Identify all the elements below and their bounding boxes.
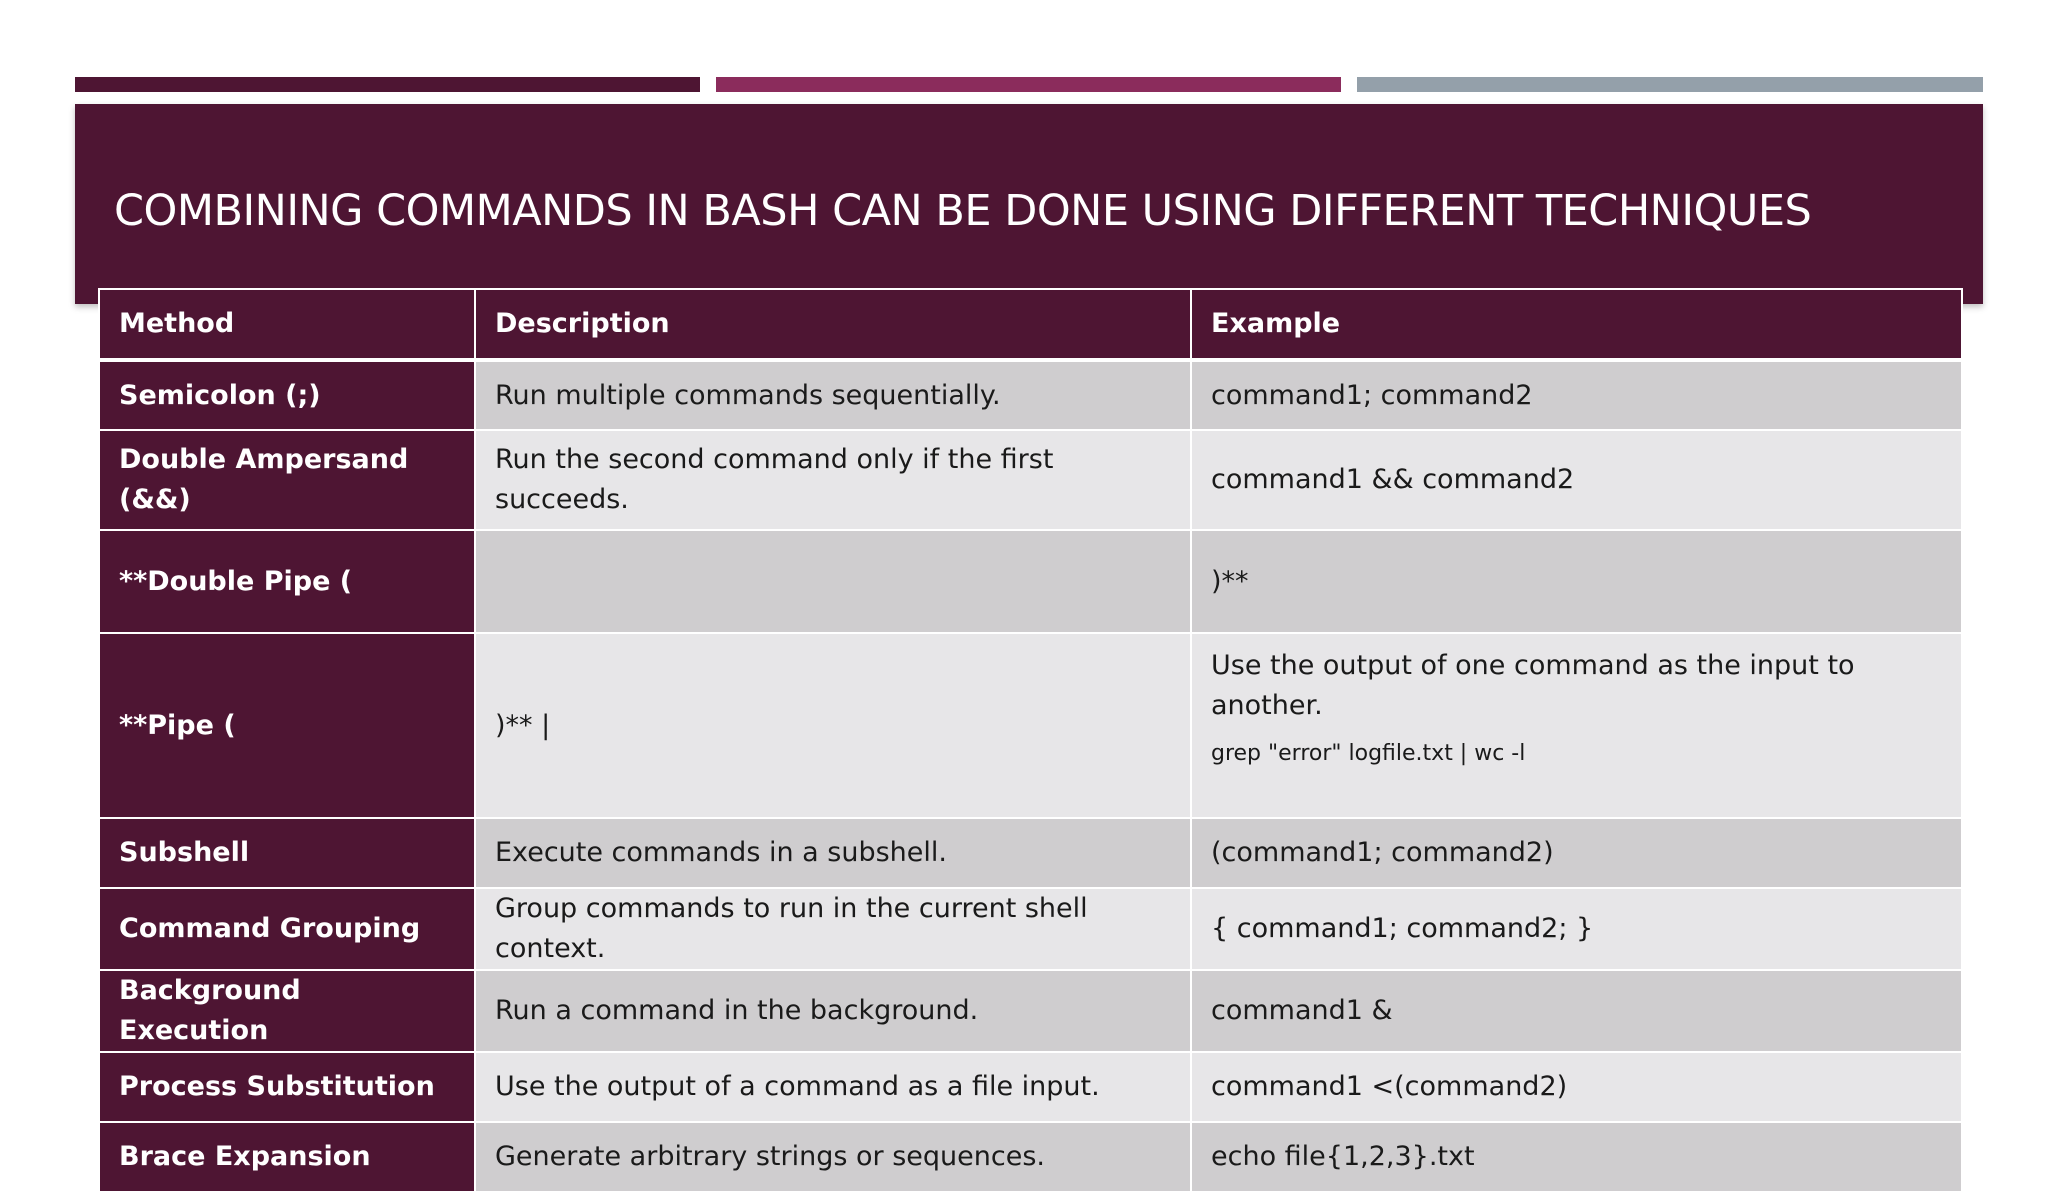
example-text: Use the output of one command as the input to another. bbox=[1211, 650, 1855, 721]
example-cell: command1 && command2 bbox=[1191, 430, 1962, 530]
title-band bbox=[75, 104, 1983, 304]
header-description: Description bbox=[475, 289, 1191, 360]
description-cell: Group commands to run in the current shell context. bbox=[475, 888, 1191, 970]
example-cell: command1 & bbox=[1191, 970, 1962, 1052]
table-row bbox=[99, 888, 1962, 970]
method-cell: Semicolon (;) bbox=[99, 360, 475, 430]
header-method: Method bbox=[99, 289, 475, 360]
header-example: Example bbox=[1191, 289, 1962, 360]
method-cell: Subshell bbox=[99, 818, 475, 888]
method-cell: Brace Expansion bbox=[99, 1122, 475, 1192]
example-cell: command1 <(command2) bbox=[1191, 1052, 1962, 1122]
method-cell: Process Substitution bbox=[99, 1052, 475, 1122]
method-cell: **Pipe ( bbox=[99, 633, 475, 818]
method-cell: Double Ampersand (&&) bbox=[99, 430, 475, 530]
description-cell: Execute commands in a subshell. bbox=[475, 818, 1191, 888]
example-subtext: grep "error" logfile.txt | wc -l bbox=[1211, 741, 1526, 766]
method-cell: Background Execution bbox=[99, 970, 475, 1052]
description-cell: Run a command in the background. bbox=[475, 970, 1191, 1052]
table-header-row bbox=[99, 289, 1962, 360]
table-row bbox=[99, 1052, 1962, 1122]
table-row bbox=[99, 530, 1962, 633]
example-cell: )** bbox=[1191, 530, 1962, 633]
slide-title: COMBINING COMMANDS IN BASH CAN BE DONE USING DIFFERENT TECHNIQUES bbox=[114, 186, 1812, 236]
table-row bbox=[99, 1122, 1962, 1192]
table-row bbox=[99, 360, 1962, 430]
table-row bbox=[99, 970, 1962, 1052]
method-cell: **Double Pipe ( bbox=[99, 530, 475, 633]
description-cell: Use the output of a command as a file input. bbox=[475, 1052, 1191, 1122]
accent-bar-middle bbox=[716, 77, 1341, 92]
table-row bbox=[99, 633, 1962, 818]
method-cell: Command Grouping bbox=[99, 888, 475, 970]
description-cell bbox=[475, 530, 1191, 633]
table-row bbox=[99, 430, 1962, 530]
table-row bbox=[99, 818, 1962, 888]
example-cell: (command1; command2) bbox=[1191, 818, 1962, 888]
description-cell: )** | bbox=[475, 633, 1191, 818]
description-cell: Generate arbitrary strings or sequences. bbox=[475, 1122, 1191, 1192]
example-cell bbox=[1191, 633, 1962, 818]
example-cell: echo file{1,2,3}.txt bbox=[1191, 1122, 1962, 1192]
description-cell: Run multiple commands sequentially. bbox=[475, 360, 1191, 430]
accent-bar-right bbox=[1357, 77, 1983, 92]
example-cell: command1; command2 bbox=[1191, 360, 1962, 430]
description-cell: Run the second command only if the first succeeds. bbox=[475, 430, 1191, 530]
example-cell: { command1; command2; } bbox=[1191, 888, 1962, 970]
accent-bar-left bbox=[75, 77, 700, 92]
methods-table bbox=[98, 288, 1963, 1193]
